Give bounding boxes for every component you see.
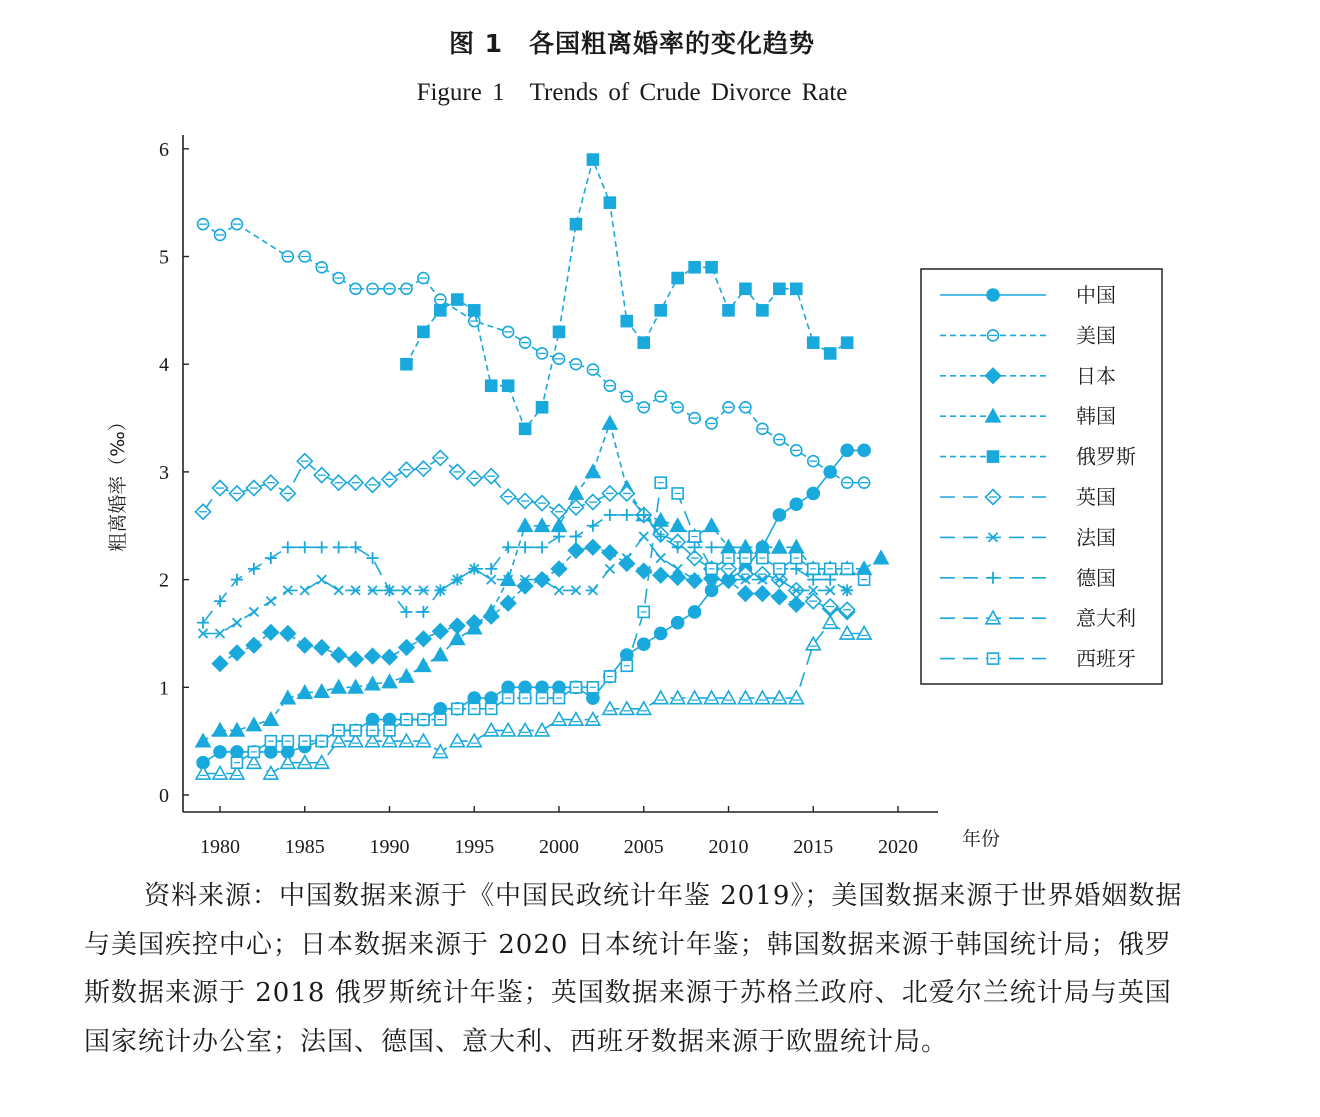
data-point: [791, 283, 802, 294]
y-tick-label: 2: [159, 569, 169, 592]
data-point: [570, 682, 581, 693]
y-tick-label: 5: [159, 246, 169, 269]
data-point: [485, 692, 497, 704]
data-point: [655, 627, 667, 639]
data-point: [672, 617, 684, 629]
data-point: [316, 262, 327, 273]
data-point: [265, 736, 276, 747]
data-point: [469, 703, 480, 714]
data-point: [740, 283, 751, 294]
data-point: [842, 337, 853, 348]
data-point: [264, 713, 278, 726]
data-point: [537, 348, 548, 359]
data-point: [824, 574, 836, 586]
data-point: [670, 570, 685, 585]
data-point: [401, 714, 412, 725]
data-point: [587, 154, 598, 165]
data-point: [654, 691, 668, 704]
data-point: [536, 681, 548, 693]
data-point: [348, 652, 363, 667]
data-point: [823, 616, 837, 629]
data-point: [263, 625, 278, 640]
data-point: [382, 472, 397, 487]
data-point: [672, 273, 683, 284]
data-point: [554, 353, 565, 364]
series-line: [203, 450, 864, 762]
data-point: [586, 465, 600, 478]
data-point: [282, 541, 294, 553]
data-point: [755, 586, 770, 601]
data-point: [265, 746, 277, 758]
data-point: [655, 305, 666, 316]
x-tick-label: 1990: [369, 836, 410, 858]
data-point: [503, 326, 514, 337]
data-point: [265, 552, 277, 564]
legend-marker: [988, 330, 999, 341]
data-point: [587, 692, 599, 704]
data-point: [638, 606, 649, 617]
data-point: [297, 638, 312, 653]
data-point: [333, 541, 345, 553]
data-point: [246, 638, 261, 653]
legend-label: 日本: [1076, 363, 1116, 388]
x-tick-label: 1995: [454, 836, 495, 858]
data-point: [418, 326, 429, 337]
data-point: [434, 703, 446, 715]
data-point: [435, 305, 446, 316]
data-point: [740, 402, 751, 413]
data-point: [231, 219, 242, 230]
data-point: [569, 486, 583, 499]
data-point: [585, 540, 600, 555]
data-point: [247, 718, 261, 731]
data-point: [791, 445, 802, 456]
y-tick-label: 0: [159, 785, 169, 807]
data-point: [365, 649, 380, 664]
data-point: [367, 552, 379, 564]
data-point: [723, 553, 734, 564]
data-point: [789, 597, 804, 612]
data-point: [705, 519, 719, 532]
data-point: [435, 714, 446, 725]
data-point: [418, 273, 429, 284]
legend-label: 德国: [1076, 565, 1116, 590]
data-point: [772, 589, 787, 604]
data-point: [350, 283, 361, 294]
data-point: [587, 520, 599, 532]
data-point: [604, 671, 615, 682]
data-point: [264, 766, 278, 779]
figure-title-english: Figure 1 Trends of Crude Divorce Rate: [416, 79, 848, 106]
data-point: [317, 575, 326, 584]
data-point: [399, 462, 414, 477]
data-point: [435, 294, 446, 305]
legend-marker: [988, 451, 999, 462]
data-point: [399, 640, 414, 655]
data-point: [604, 197, 615, 208]
data-point: [501, 489, 516, 504]
data-point: [520, 423, 531, 434]
legend-marker: [988, 653, 999, 664]
data-point: [282, 251, 293, 262]
data-point: [401, 283, 412, 294]
data-point: [555, 586, 564, 595]
y-tick-label: 3: [159, 461, 169, 484]
data-point: [706, 541, 718, 553]
data-point: [519, 541, 531, 553]
x-tick-label: 2000: [539, 836, 579, 858]
data-point: [689, 413, 700, 424]
data-point: [468, 692, 480, 704]
series-layer: [196, 154, 889, 779]
data-point: [367, 725, 378, 736]
data-point: [416, 631, 431, 646]
x-tick-label: 2020: [878, 836, 918, 858]
data-point: [738, 586, 753, 601]
data-point: [300, 586, 309, 595]
data-point: [619, 486, 634, 501]
data-point: [452, 703, 463, 714]
data-point: [248, 746, 259, 757]
y-axis-label: 粗离婚率（‰）: [107, 412, 129, 552]
data-point: [570, 531, 582, 543]
x-tick-label: 2010: [708, 836, 749, 858]
data-point: [638, 337, 649, 348]
data-point: [807, 574, 819, 586]
data-point: [314, 468, 329, 483]
data-point: [249, 607, 258, 616]
data-point: [757, 423, 768, 434]
data-point: [602, 545, 617, 560]
data-point: [350, 541, 362, 553]
data-point: [621, 316, 632, 327]
data-point: [382, 650, 397, 665]
data-point: [842, 563, 853, 574]
data-point: [383, 675, 397, 688]
x-tick-label: 1980: [200, 836, 240, 858]
data-point: [774, 563, 785, 574]
data-point: [791, 553, 802, 564]
series-line: [220, 547, 847, 663]
data-point: [587, 364, 598, 375]
data-point: [196, 734, 210, 747]
data-point: [672, 402, 683, 413]
data-point: [570, 359, 581, 370]
data-point: [484, 605, 498, 618]
data-point: [401, 359, 412, 370]
data-point: [604, 380, 615, 391]
data-point: [198, 219, 209, 230]
data-point: [825, 348, 836, 359]
data-point: [231, 746, 243, 758]
x-tick-label: 2015: [793, 836, 834, 858]
data-point: [806, 594, 821, 609]
data-point: [537, 402, 548, 413]
data-point: [723, 402, 734, 413]
data-point: [536, 541, 548, 553]
data-point: [825, 563, 836, 574]
data-point: [196, 504, 211, 519]
data-point: [808, 563, 819, 574]
data-point: [503, 693, 514, 704]
data-point: [332, 680, 346, 693]
data-point: [469, 305, 480, 316]
y-tick-label: 4: [159, 354, 169, 377]
data-point: [554, 326, 565, 337]
data-point: [503, 380, 514, 391]
x-tick-label: 1985: [284, 836, 325, 858]
data-point: [229, 486, 244, 501]
data-point: [639, 532, 648, 541]
data-point: [231, 757, 242, 768]
x-tick-label: 2005: [623, 836, 664, 858]
data-point: [553, 681, 565, 693]
data-point: [653, 568, 668, 583]
data-point: [280, 486, 295, 501]
data-point: [450, 632, 464, 645]
data-point: [367, 283, 378, 294]
data-point: [502, 681, 514, 693]
data-point: [367, 714, 379, 726]
y-tick-label: 6: [159, 138, 169, 161]
data-point: [520, 693, 531, 704]
data-point: [213, 481, 228, 496]
data-point: [723, 305, 734, 316]
data-point: [331, 475, 346, 490]
data-point: [706, 262, 717, 273]
data-source-note: 资料来源：中国数据来源于《中国民政统计年鉴 2019》；美国数据来源于世界婚姻数据与美国疾控中心；日本数据来源于 2020 日本统计年鉴；韩国数据来源于韩国统计局；俄罗斯数据来源于 2018 俄罗斯统计年鉴；英国数据来源于苏格兰政府、北爱尔兰统计局与英国国家统计办公室；法国、德国、意大利、西班牙数据来源于欧盟统计局。: [84, 881, 1183, 1057]
data-point: [299, 251, 310, 262]
data-point: [790, 563, 802, 575]
data-point: [807, 487, 819, 499]
data-point: [280, 626, 295, 641]
data-point: [638, 638, 650, 650]
data-point: [467, 471, 482, 486]
data-point: [552, 561, 567, 576]
data-point: [604, 509, 616, 521]
legend-label: 中国: [1076, 283, 1116, 307]
data-point: [772, 540, 786, 553]
data-point: [535, 723, 549, 736]
data-point: [348, 475, 363, 490]
data-point: [638, 402, 649, 413]
data-point: [621, 660, 632, 671]
data-point: [568, 543, 583, 558]
data-point: [232, 618, 241, 627]
data-point: [706, 418, 717, 429]
data-point: [621, 649, 633, 661]
data-point: [502, 541, 514, 553]
data-point: [655, 477, 666, 488]
data-point: [365, 477, 380, 492]
data-point: [605, 564, 614, 573]
data-point: [774, 434, 785, 445]
data-point: [537, 693, 548, 704]
data-point: [433, 450, 448, 465]
data-point: [874, 551, 888, 564]
data-point: [757, 553, 768, 564]
data-point: [433, 648, 447, 661]
data-point: [602, 486, 617, 501]
data-point: [621, 391, 632, 402]
data-point: [808, 456, 819, 467]
data-point: [487, 575, 496, 584]
data-point: [621, 509, 633, 521]
data-point: [469, 316, 480, 327]
figure-title-chinese: 图 1 各国粗离婚率的变化趋势: [448, 29, 816, 58]
series-1: [197, 444, 870, 768]
data-point: [603, 416, 617, 429]
data-point: [214, 746, 226, 758]
data-point: [808, 337, 819, 348]
data-point: [263, 475, 278, 490]
data-point: [416, 659, 430, 672]
data-point: [671, 519, 685, 532]
data-point: [467, 734, 481, 747]
data-point: [246, 481, 261, 496]
legend-label: 意大利: [1076, 606, 1136, 631]
data-point: [655, 391, 666, 402]
data-point: [384, 283, 395, 294]
data-point: [587, 682, 598, 693]
data-point: [299, 736, 310, 747]
legend-label: 俄罗斯: [1076, 444, 1136, 469]
x-axis-label: 年份: [962, 828, 1001, 850]
series-2: [198, 219, 870, 488]
data-point: [229, 645, 244, 660]
data-point: [350, 725, 361, 736]
data-point: [315, 685, 329, 698]
data-point: [535, 496, 550, 511]
data-point: [841, 444, 853, 456]
data-point: [399, 670, 413, 683]
data-point: [331, 647, 346, 662]
data-point: [215, 229, 226, 240]
data-point: [518, 493, 533, 508]
data-point: [740, 553, 751, 564]
data-point: [520, 337, 531, 348]
y-tick-label: 1: [159, 677, 169, 700]
data-point: [334, 586, 343, 595]
data-point: [689, 606, 701, 618]
data-point: [757, 305, 768, 316]
data-point: [314, 640, 329, 655]
data-point: [384, 725, 395, 736]
data-point: [672, 488, 683, 499]
data-point: [858, 444, 870, 456]
data-point: [519, 681, 531, 693]
data-point: [689, 531, 700, 542]
data-point: [452, 294, 463, 305]
data-point: [316, 541, 328, 553]
series-9: [196, 616, 871, 779]
data-point: [570, 219, 581, 230]
data-point: [518, 519, 532, 532]
data-point: [333, 725, 344, 736]
legend-label: 英国: [1076, 485, 1116, 509]
data-point: [773, 509, 785, 521]
data-point: [299, 541, 311, 553]
data-point: [553, 531, 565, 543]
data-point: [842, 477, 853, 488]
data-point: [790, 498, 802, 510]
legend: [921, 269, 1162, 684]
data-point: [554, 693, 565, 704]
data-point: [418, 714, 429, 725]
data-point: [706, 563, 717, 574]
data-point: [433, 745, 447, 758]
data-point: [656, 554, 665, 563]
legend-label: 韩国: [1076, 404, 1116, 429]
data-point: [689, 262, 700, 273]
legend-label: 美国: [1076, 323, 1116, 348]
data-point: [248, 563, 260, 575]
data-point: [486, 703, 497, 714]
data-point: [585, 495, 600, 510]
data-point: [213, 656, 228, 671]
data-point: [384, 714, 396, 726]
series-line: [237, 483, 864, 763]
data-point: [486, 380, 497, 391]
legend-marker: [987, 289, 999, 301]
data-point: [333, 273, 344, 284]
data-point: [266, 597, 275, 606]
data-point: [316, 736, 327, 747]
data-point: [774, 283, 785, 294]
data-point: [416, 461, 431, 476]
data-point: [282, 736, 293, 747]
data-point: [433, 624, 448, 639]
series-line: [203, 224, 864, 483]
data-point: [859, 574, 870, 585]
data-point: [859, 477, 870, 488]
legend-label: 西班牙: [1076, 646, 1136, 671]
legend-label: 法国: [1076, 525, 1116, 550]
